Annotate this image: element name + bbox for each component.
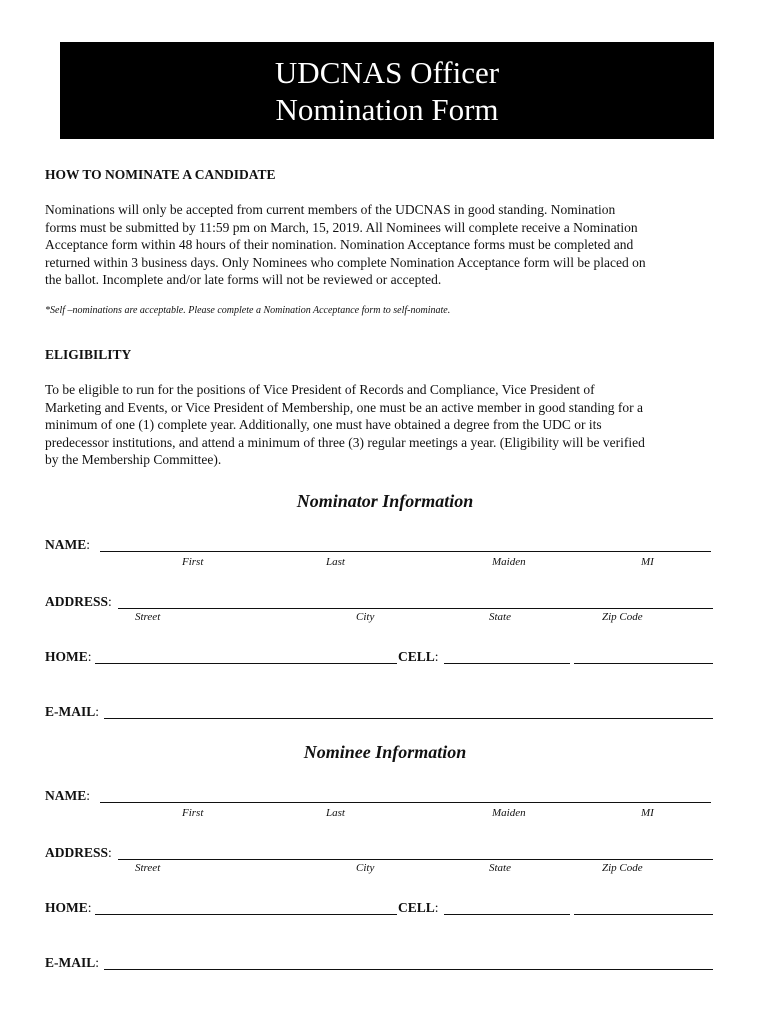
nominee-first-caption: First bbox=[182, 807, 204, 819]
nominator-last-caption: Last bbox=[326, 556, 345, 568]
nominator-cell-field[interactable] bbox=[444, 663, 570, 664]
nominator-address-label: ADDRESS: bbox=[45, 594, 112, 609]
eligibility-line: by the Membership Committee). bbox=[45, 452, 222, 467]
how-to-line: Acceptance form within 48 hours of their nomination. Nomination Acceptance forms must be completed and bbox=[45, 237, 634, 252]
eligibility-heading: ELIGIBILITY bbox=[45, 347, 132, 362]
self-nomination-note: *Self –nominations are acceptable. Please complete a Nomination Acceptance form to self-nominate. bbox=[45, 305, 451, 316]
how-to-paragraph bbox=[45, 201, 725, 289]
eligibility-line: Marketing and Events, or Vice President of Membership, one must be an active member in good standing for a bbox=[45, 399, 644, 415]
nominator-street-caption: Street bbox=[135, 611, 161, 623]
nominee-name-label: NAME: bbox=[45, 788, 91, 803]
eligibility-paragraph bbox=[45, 381, 725, 469]
nominator-section-title: Nominator Information bbox=[296, 491, 474, 511]
how-to-line: Nominations will only be accepted from current members of the UDCNAS in good standing. Nomination bbox=[45, 202, 616, 217]
nominator-home-field[interactable] bbox=[95, 663, 397, 664]
nominator-mi-caption: MI bbox=[641, 556, 654, 568]
nominator-city-caption: City bbox=[356, 611, 375, 623]
nominator-state-caption: State bbox=[489, 611, 511, 623]
nominator-name-label: NAME: bbox=[45, 537, 91, 552]
nominator-address-field[interactable] bbox=[118, 608, 713, 609]
form-title-banner bbox=[60, 42, 714, 139]
nominator-name-field[interactable] bbox=[100, 551, 711, 552]
nominee-address-field[interactable] bbox=[118, 859, 713, 860]
nominee-cell-field[interactable] bbox=[444, 914, 570, 915]
nominee-state-caption: State bbox=[489, 862, 511, 874]
nominator-maiden-caption: Maiden bbox=[492, 556, 526, 568]
nominee-address-label: ADDRESS: bbox=[45, 845, 112, 860]
nominator-home-label: HOME: bbox=[45, 649, 92, 664]
nominator-zip-caption: Zip Code bbox=[602, 611, 643, 623]
nominee-home-field[interactable] bbox=[95, 914, 397, 915]
nominee-email-field[interactable] bbox=[104, 969, 713, 970]
nominee-name-field[interactable] bbox=[100, 802, 711, 803]
eligibility-line: To be eligible to run for the positions of Vice President of Records and Compliance, Vice President of bbox=[45, 382, 595, 397]
eligibility-line: predecessor institutions, and attend a minimum of three (3) regular meetings a year. (Eligibility will be verified bbox=[45, 434, 645, 450]
nominee-cell-field-extra[interactable] bbox=[574, 914, 713, 915]
nominator-first-caption: First bbox=[182, 556, 204, 568]
how-to-line: returned within 3 business days. Only Nominees who complete Nomination Acceptance form will be placed on bbox=[45, 254, 646, 270]
how-to-line: the ballot. Incomplete and/or late forms will not be reviewed or accepted. bbox=[45, 272, 442, 287]
nominator-cell-field-extra[interactable] bbox=[574, 663, 713, 664]
how-to-line: forms must be submitted by 11:59 pm on March, 15, 2019. All Nominees will complete receive a Nomination bbox=[45, 219, 638, 235]
nominee-last-caption: Last bbox=[326, 807, 345, 819]
nominator-email-field[interactable] bbox=[104, 718, 713, 719]
eligibility-line: minimum of one (1) complete year. Additionally, one must have obtained a degree from the UDC or its bbox=[45, 417, 602, 432]
nominee-maiden-caption: Maiden bbox=[492, 807, 526, 819]
how-to-heading: HOW TO NOMINATE A CANDIDATE bbox=[45, 167, 276, 182]
nominee-home-label: HOME: bbox=[45, 900, 92, 915]
form-title-line-2: Nomination Form bbox=[275, 92, 499, 127]
nominee-cell-label: CELL: bbox=[398, 900, 439, 915]
nominee-street-caption: Street bbox=[135, 862, 161, 874]
nominee-email-label: E-MAIL: bbox=[45, 955, 100, 970]
nominee-city-caption: City bbox=[356, 862, 375, 874]
nominator-cell-label: CELL: bbox=[398, 649, 439, 664]
nominee-zip-caption: Zip Code bbox=[602, 862, 643, 874]
nominee-mi-caption: MI bbox=[641, 807, 654, 819]
form-title-line-1: UDCNAS Officer bbox=[274, 55, 500, 90]
nominee-section-title: Nominee Information bbox=[303, 742, 467, 762]
nominator-email-label: E-MAIL: bbox=[45, 704, 100, 719]
